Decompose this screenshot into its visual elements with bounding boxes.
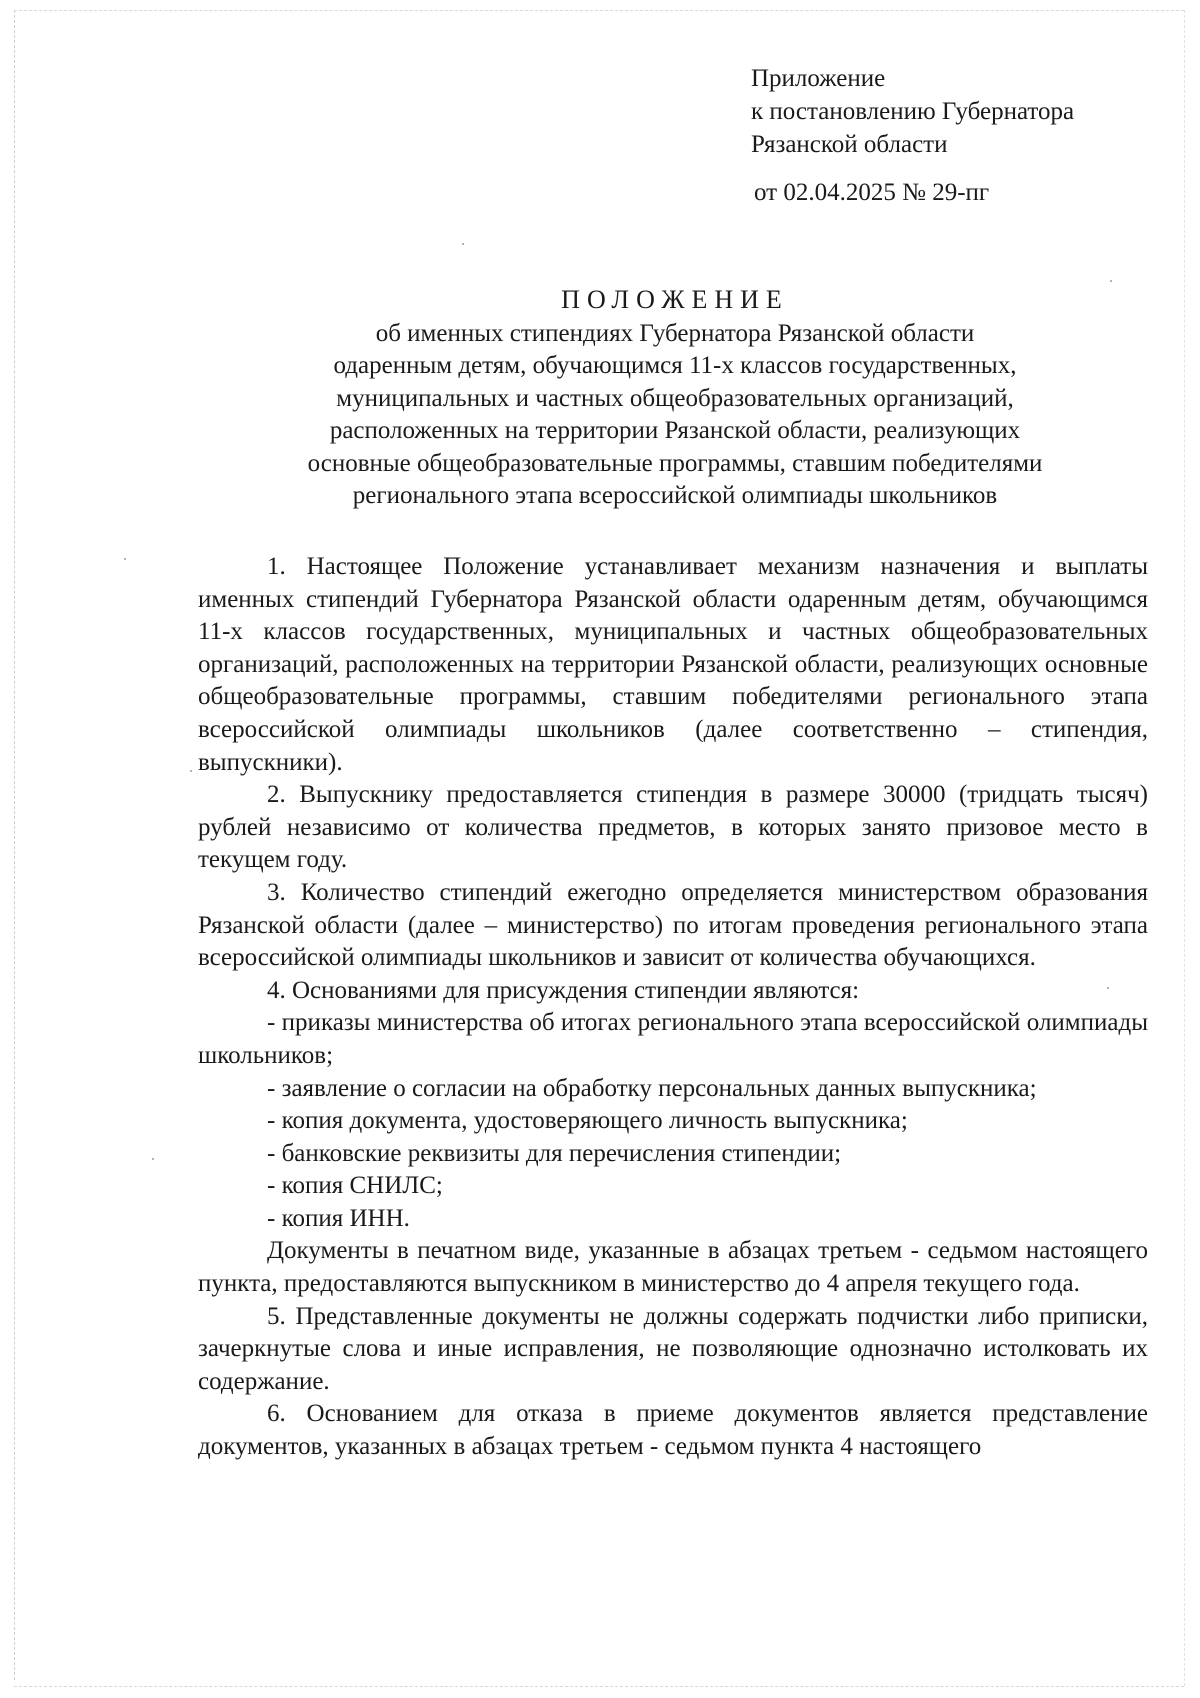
scan-border-right (1184, 10, 1185, 1686)
scan-speck (462, 243, 464, 245)
title-main: ПОЛОЖЕНИЕ (561, 285, 789, 314)
scan-border-bottom (14, 1686, 1184, 1687)
scan-border-left (14, 10, 15, 1680)
document-title (200, 284, 1150, 513)
title-line: муниципальных и частных общеобразовательных организаций, (336, 384, 1014, 412)
scan-speck (152, 1158, 154, 1160)
title-line: одаренным детям, обучающимся 11-х классов государственных, (333, 352, 1017, 379)
title-line: об именных стипендиях Губернатора Рязанской области (375, 319, 975, 347)
list-item-inn: - копия ИНН. (267, 1204, 410, 1232)
paragraph-3: 3. Количество стипендий ежегодно определяется министерством образования Рязанской области (далее – министерство) по итогам проведения регионального этапа всероссийской олимпиады школьников и зависит от количества обучающихся. (198, 878, 1148, 972)
appendix-date: от 02.04.2025 № 29-пг (754, 179, 990, 206)
scan-speck (124, 558, 126, 560)
document-body (198, 551, 1148, 1464)
appendix-line: Рязанской области (751, 131, 948, 158)
paragraph-documents-deadline: Документы в печатном виде, указанные в абзацах третьем - седьмом настоящего пункта, предоставляются выпускником в министерство до 4 апреля текущего года. (198, 1237, 1148, 1298)
scan-border-top (14, 10, 1184, 11)
paragraph-2: 2. Выпускнику предоставляется стипендия в размере 30000 (тридцать тысяч) рублей независимо от количества предметов, в которых занято призовое место в текущем году. (198, 781, 1148, 874)
title-line: регионального этапа всероссийской олимпиады школьников (352, 482, 998, 509)
paragraph-1: 1. Настоящее Положение устанавливает механизм назначения и выплаты именных стипендий Губернатора Рязанской области одаренным детям, обучающимся 11-х классов государственных, муниципальных и частных общеобразовательных организаций, расположенных на территории Рязанской области, реализующих основные общеобразовательные программы, ставшим победителями регионального этапа всероссийской олимпиады школьников (далее соответственно – стипендия, выпускники). (198, 553, 1148, 776)
appendix-line: к постановлению Губернатора (751, 98, 1075, 125)
appendix-line: Приложение (751, 65, 886, 92)
list-item-orders: - приказы министерства об итогах регионального этапа всероссийской олимпиады школьников; (198, 1009, 1148, 1069)
list-item-snils: - копия СНИЛС; (267, 1172, 443, 1200)
appendix-header (751, 62, 1074, 209)
list-item-consent: - заявление о согласии на обработку персональных данных выпускника; (267, 1074, 1037, 1102)
title-line: основные общеобразовательные программы, ставшим победителями (307, 449, 1043, 477)
list-item-id-copy: - копия документа, удостоверяющего личность выпускника; (267, 1107, 908, 1135)
paragraph-4: 4. Основаниями для присуждения стипендии являются: (267, 976, 860, 1004)
paragraph-6: 6. Основанием для отказа в приеме документов является представление документов, указанных в абзацах третьем - седьмом пункта 4 настоящего (198, 1400, 1148, 1461)
scan-speck (190, 770, 192, 772)
scan-speck (1110, 280, 1112, 282)
paragraph-5: 5. Представленные документы не должны содержать подчистки либо приписки, зачеркнутые слова и иные исправления, не позволяющие однозначно истолковать их содержание. (198, 1302, 1148, 1395)
list-item-bank-details: - банковские реквизиты для перечисления стипендии; (267, 1139, 842, 1167)
title-line: расположенных на территории Рязанской области, реализующих (329, 417, 1021, 444)
